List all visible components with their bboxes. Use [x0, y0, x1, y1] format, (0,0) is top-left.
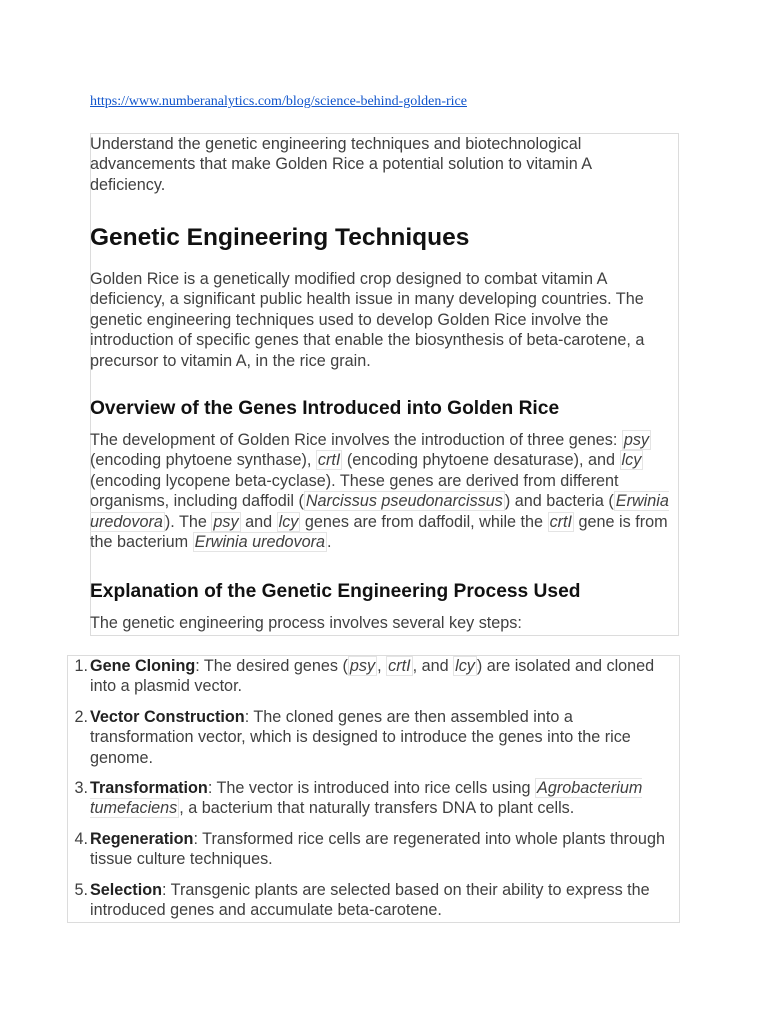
genes-text: (encoding lycopene beta-cyclase). These genes are derived from different organisms, including daffodil ( — [90, 471, 619, 511]
list-number: 3. — [74, 779, 88, 797]
list-number: 5. — [74, 881, 88, 899]
section-heading-genes: Overview of the Genes Introduced into Golden Rice — [90, 398, 560, 419]
genes-text: The development of Golden Rice involves the introduction of three genes: — [90, 431, 622, 449]
gene-crtl: crtI — [388, 657, 411, 675]
step-text: : The desired genes ( — [195, 657, 348, 675]
process-intro: The genetic engineering process involves several key steps: — [90, 614, 522, 632]
gene-psy: psy — [623, 431, 650, 449]
step-title: Gene Cloning — [90, 657, 196, 675]
source-link[interactable]: https://www.numberanalytics.com/blog/science-behind-golden-rice — [90, 94, 467, 109]
genes-text: (encoding phytoene desaturase), and — [342, 451, 620, 470]
organism-narcissus: Narcissus pseudonarcissus — [305, 492, 503, 511]
step-text: , and — [412, 657, 454, 675]
list-item-text — [90, 778, 678, 819]
step-text: : Transgenic plants are selected based on their ability to express the introduced genes and accumulate beta-carotene. — [90, 881, 650, 920]
list-item-text — [90, 656, 678, 697]
step-text: : Transformed rice cells are regenerated into whole plants through tissue culture techniques. — [90, 830, 665, 869]
step-title: Selection — [90, 881, 162, 899]
list-number: 4. — [74, 830, 88, 848]
list-number: 2. — [74, 708, 88, 726]
gene-lcy: lcy — [621, 451, 642, 470]
genes-text: ) and bacteria ( — [504, 492, 614, 511]
organism-agrobacterium: Agrobacterium tumefaciens — [90, 779, 643, 818]
techniques-paragraph: Golden Rice is a genetically modified crop designed to combat vitamin A deficiency, a significant public health issue in many developing countries. The genetic engineering techniques used to develop Golden Rice involve the introduction of specific genes that enable the biosynthesis of beta-carotene, a precursor to vitamin A, in the rice grain. — [90, 270, 645, 370]
genes-text: and — [240, 512, 277, 531]
step-text: , a bacterium that naturally transfers DNA to plant cells. — [179, 799, 575, 818]
genes-text: gene is from the bacterium — [90, 512, 668, 552]
steps-list — [67, 655, 680, 923]
step-title: Regeneration — [90, 830, 194, 848]
article-body — [90, 133, 679, 636]
gene-lcy: lcy — [278, 512, 299, 531]
list-item-text — [90, 880, 678, 921]
step-title: Vector Construction — [90, 708, 245, 726]
genes-text: ). The — [164, 512, 212, 531]
step-title: Transformation — [90, 779, 208, 797]
gene-crtl: crtI — [317, 451, 341, 470]
gene-psy: psy — [213, 512, 239, 531]
list-item-text — [90, 707, 678, 768]
intro-text: Understand the genetic engineering techniques and biotechnological advancements that make Golden Rice a potential solution to vitamin A deficiency. — [90, 135, 592, 194]
genes-paragraph — [90, 430, 676, 552]
section-heading-process: Explanation of the Genetic Engineering Process Used — [90, 581, 581, 602]
section-heading-techniques: Genetic Engineering Techniques — [90, 224, 470, 251]
organism-erwinia: Erwinia uredovora — [194, 533, 326, 552]
step-text: ) are isolated and cloned into a plasmid vector. — [90, 657, 655, 696]
genes-text: genes are from daffodil, while the — [300, 512, 548, 531]
list-number: 1. — [74, 657, 88, 675]
genes-text: . — [327, 533, 332, 552]
list-item-text — [90, 829, 678, 870]
organism-erwinia: Erwinia uredovora — [90, 492, 669, 531]
step-text: : The vector is introduced into rice cells using — [207, 779, 536, 797]
step-text: : The cloned genes are then assembled into a transformation vector, which is designed to introduce the genes into the rice genome. — [90, 708, 631, 767]
gene-crtl: crtI — [549, 512, 573, 531]
step-text: , — [377, 657, 387, 675]
genes-text: (encoding phytoene synthase), — [90, 451, 316, 470]
gene-psy: psy — [349, 657, 376, 675]
gene-lcy: lcy — [455, 657, 475, 675]
